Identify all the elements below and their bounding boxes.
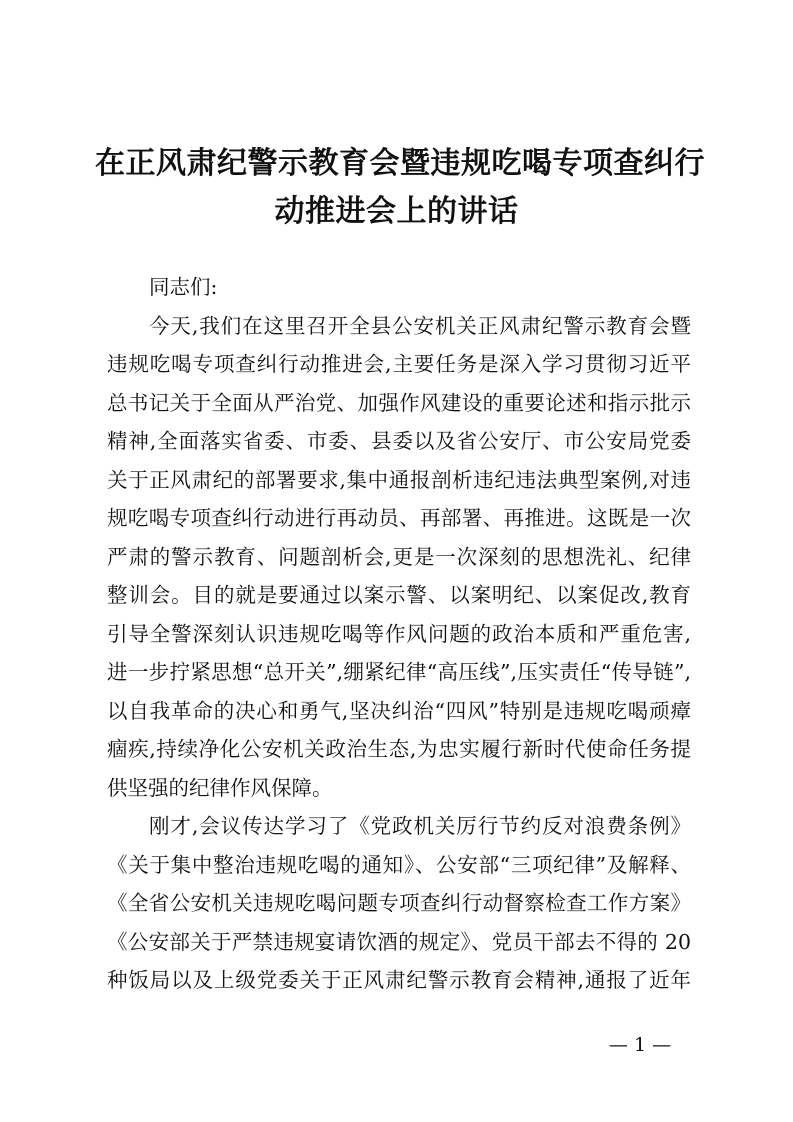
- document-title: [95, 140, 705, 236]
- paragraph-line: 供坚强的纪律作风保障。: [107, 775, 333, 800]
- paragraph-line: 《关于集中整治违规吃喝的通知》、公安部“三项纪律”及解释、: [107, 852, 691, 877]
- paragraph-line: 严肃的警示教育、问题剖析会,更是一次深刻的思想洗礼、纪律: [107, 544, 691, 569]
- paragraph-line: 精神,全面落实省委、市委、县委以及省公安厅、市公安局党委: [107, 429, 691, 453]
- paragraph-line: 刚才,会议传达学习了《党政机关厉行节约反对浪费条例》: [149, 814, 691, 838]
- salutation: 同志们:: [149, 275, 218, 299]
- paragraph-line: 进一步拧紧思想“总开关”,绷紧纪律“高压线”,压实责任“传导链”,: [107, 660, 691, 684]
- paragraph-line: 今天,我们在这里召开全县公安机关正风肃纪警示教育会暨: [149, 313, 691, 338]
- paragraph-line: 《全省公安机关违规吃喝问题专项查纠行动督察检查工作方案》: [107, 891, 691, 915]
- paragraph-1: [107, 307, 691, 808]
- paragraph-line: 总书记关于全面从严治党、加强作风建设的重要论述和指示批示: [107, 390, 691, 415]
- paragraph-line: 以自我革命的决心和勇气,坚决纠治“四风”特别是违规吃喝顽瘴: [107, 698, 691, 723]
- paragraph-line: 规吃喝专项查纠行动进行再动员、再部署、再推进。这既是一次: [107, 506, 691, 530]
- paragraph-line: 引导全警深刻认识违规吃喝等作风问题的政治本质和严重危害,: [107, 621, 691, 646]
- paragraph-line: 整训会。目的就是要通过以案示警、以案明纪、以案促改,教育: [107, 583, 691, 607]
- title-line-1: 在正风肃纪警示教育会暨违规吃喝专项查纠行: [95, 146, 705, 181]
- title-line-2: 动推进会上的讲话: [274, 194, 519, 229]
- paragraph-line: 《公安部关于严禁违规宴请饮酒的规定》、党员干部去不得的 20: [107, 929, 691, 954]
- paragraph-line: 违规吃喝专项查纠行动推进会,主要任务是深入学习贯彻习近平: [107, 352, 691, 376]
- paragraph-line: 种饭局以及上级党委关于正风肃纪警示教育会精神,通报了近年: [107, 968, 691, 992]
- page-number: — 1 —: [608, 1034, 672, 1056]
- paragraph-2: [107, 807, 691, 1000]
- paragraph-line: 关于正风肃纪的部署要求,集中通报剖析违纪违法典型案例,对违: [107, 467, 691, 492]
- document-body: [107, 268, 691, 1000]
- paragraph-line: 痼疾,持续净化公安机关政治生态,为忠实履行新时代使命任务提: [107, 737, 691, 761]
